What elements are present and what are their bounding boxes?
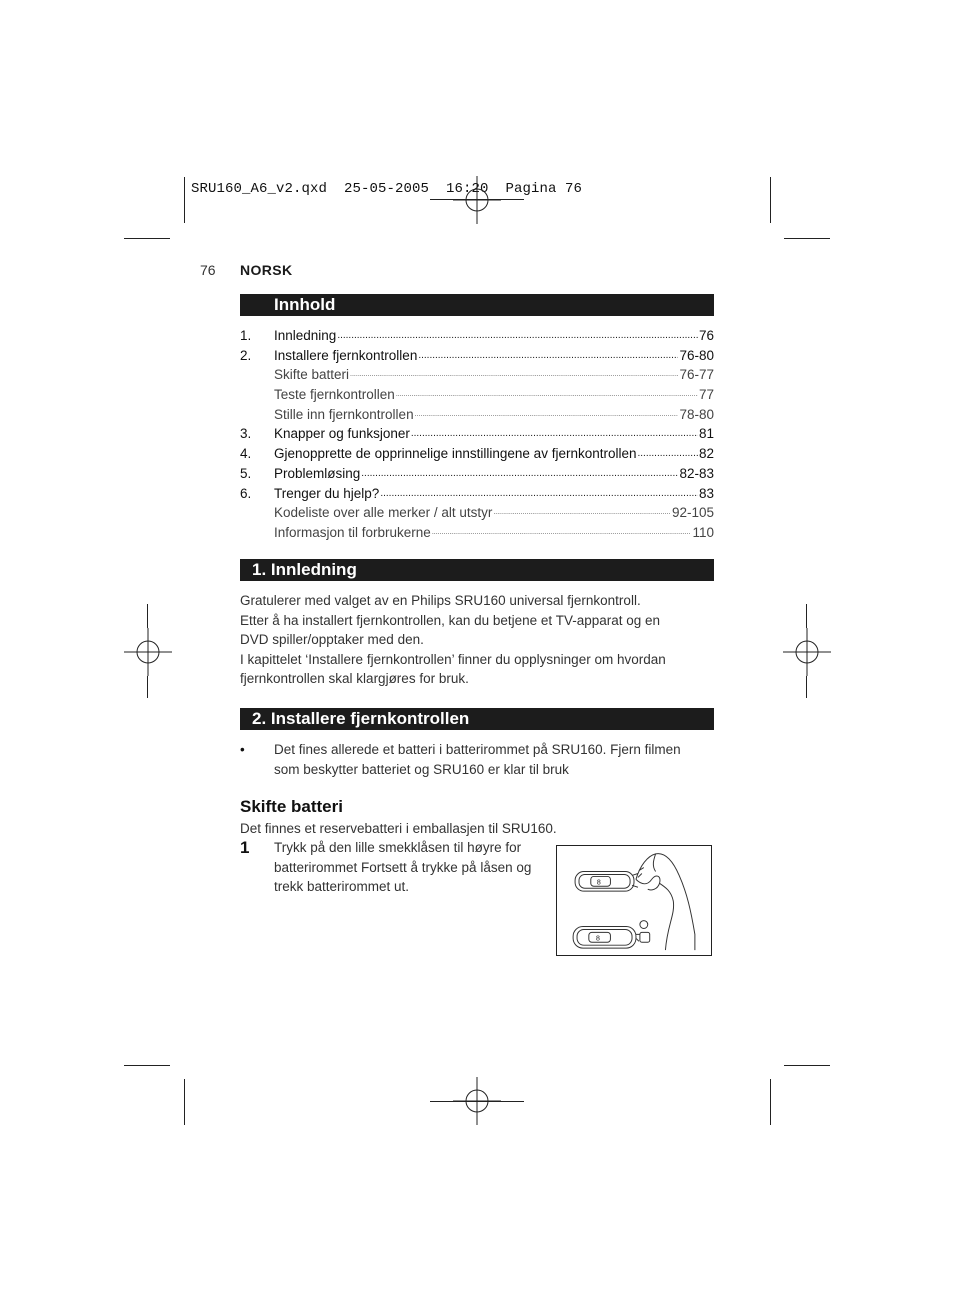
toc-leader-dots	[418, 346, 678, 366]
toc-entry-title: Informasjon til forbrukerne	[274, 524, 431, 540]
toc-entry-page: 92-105	[671, 505, 714, 521]
text-line: Etter å ha installert fjernkontrollen, kan du betjene et TV-apparat og en	[240, 612, 661, 628]
toc-entry	[240, 523, 714, 543]
registration-mark-icon	[453, 1077, 501, 1125]
toc-leader-dots	[380, 484, 698, 504]
page-number: 76	[200, 262, 216, 278]
toc-entry	[240, 346, 714, 366]
svg-text:8: 8	[596, 878, 602, 887]
text-line: I kapittelet ‘Installere fjernkontrollen’ finner du opplysninger om hvordan	[240, 651, 666, 667]
crop-mark	[124, 1065, 170, 1066]
crop-mark	[147, 676, 148, 698]
crop-mark	[770, 177, 771, 223]
toc-heading: Innhold	[240, 294, 714, 316]
toc-entry	[240, 444, 714, 464]
text-line: Det fines allerede et batteri i batterirommet på SRU160. Fjern filmen	[274, 742, 681, 757]
intro-paragraph	[240, 591, 720, 689]
toc-entry-page: 76-80	[679, 347, 714, 363]
text-line: fjernkontrollen skal klargjøres for bruk.	[240, 671, 469, 687]
subheading-skifte-batteri: Skifte batteri	[240, 797, 343, 816]
language-label: NORSK	[240, 262, 293, 278]
toc-entry	[240, 365, 714, 385]
toc-entry-title: Installere fjernkontrollen	[274, 347, 418, 363]
toc-entry-page: 81	[698, 426, 714, 442]
battery-compartment-illustration	[556, 845, 712, 956]
toc-entry-title: Trenger du hjelp?	[274, 485, 380, 501]
toc-entry-title: Teste fjernkontrollen	[274, 387, 395, 403]
toc-entry-page: 78-80	[679, 406, 714, 422]
toc-leader-dots	[638, 444, 698, 464]
toc-leader-dots	[411, 424, 698, 444]
crop-mark	[806, 604, 807, 628]
toc-entry-title: Knapper og funksjoner	[274, 426, 410, 442]
toc-entry-number: 2.	[240, 347, 252, 363]
toc-entry-title: Kodeliste over alle merker / alt utstyr	[274, 505, 493, 521]
section-heading-innledning: 1. Innledning	[240, 559, 714, 581]
step-number: 1	[240, 838, 250, 857]
toc-entry-number: 1.	[240, 328, 252, 343]
crop-mark	[147, 604, 148, 628]
crop-mark	[124, 238, 170, 239]
toc-leader-dots	[432, 523, 692, 543]
toc-entry-title: Skifte batteri	[274, 367, 350, 383]
toc-entry-page: 82	[698, 446, 714, 462]
registration-mark-icon	[124, 628, 172, 676]
toc-entry-title: Problemløsing	[274, 465, 361, 481]
text-line: Gratulerer med valget av en Philips SRU160 universal fjernkontroll.	[240, 593, 641, 608]
text-line: som beskytter batteriet og SRU160 er klar til bruk	[274, 761, 569, 777]
crop-mark	[784, 1065, 830, 1066]
toc-entry-page: 76-77	[679, 367, 714, 383]
toc-entry-title: Gjenopprette de opprinnelige innstillingene av fjernkontrollen	[274, 446, 637, 462]
toc-leader-dots	[337, 326, 698, 346]
toc-entry	[240, 405, 714, 425]
printer-slug: SRU160_A6_v2.qxd 25-05-2005 16:20 Pagina 76	[191, 181, 583, 197]
toc-entry-title: Innledning	[274, 328, 337, 343]
bullet-icon: •	[240, 742, 245, 757]
crop-mark	[784, 238, 830, 239]
crop-mark	[770, 1079, 771, 1125]
toc-entry-page: 77	[698, 387, 714, 403]
toc-leader-dots	[396, 385, 698, 405]
toc-entry-number: 6.	[240, 485, 252, 501]
toc-leader-dots	[350, 365, 678, 385]
svg-text:8: 8	[595, 934, 601, 943]
toc-entry-title: Stille inn fjernkontrollen	[274, 406, 414, 422]
table-of-contents	[240, 326, 714, 543]
text-line: DVD spiller/opptaker med den.	[240, 632, 424, 648]
text-line: trekk batterirommet ut.	[274, 879, 410, 895]
toc-entry-page: 82-83	[679, 465, 714, 481]
section-heading-installere: 2. Installere fjernkontrollen	[240, 708, 714, 730]
toc-leader-dots	[493, 503, 671, 523]
toc-entry	[240, 424, 714, 444]
registration-mark-icon	[453, 176, 501, 224]
toc-entry-number: 3.	[240, 426, 252, 442]
toc-entry	[240, 326, 714, 346]
text-line: Trykk på den lille smekklåsen til høyre for	[274, 840, 522, 855]
battery-intro: Det finnes et reservebatteri i emballasjen til SRU160.	[240, 821, 557, 836]
toc-entry-number: 5.	[240, 465, 252, 481]
toc-leader-dots	[361, 464, 678, 484]
toc-entry-page: 110	[692, 524, 714, 540]
crop-mark	[806, 676, 807, 698]
toc-entry	[240, 503, 714, 523]
toc-entry-page: 83	[698, 485, 714, 501]
toc-entry-number: 4.	[240, 446, 252, 462]
registration-mark-icon	[783, 628, 831, 676]
toc-entry	[240, 464, 714, 484]
toc-leader-dots	[415, 405, 679, 425]
toc-entry	[240, 484, 714, 504]
toc-entry-page: 76	[698, 328, 714, 343]
crop-mark	[184, 177, 185, 223]
toc-entry	[240, 385, 714, 405]
crop-mark	[184, 1079, 185, 1125]
text-line: batterirommet Fortsett å trykke på låsen og	[274, 859, 532, 875]
